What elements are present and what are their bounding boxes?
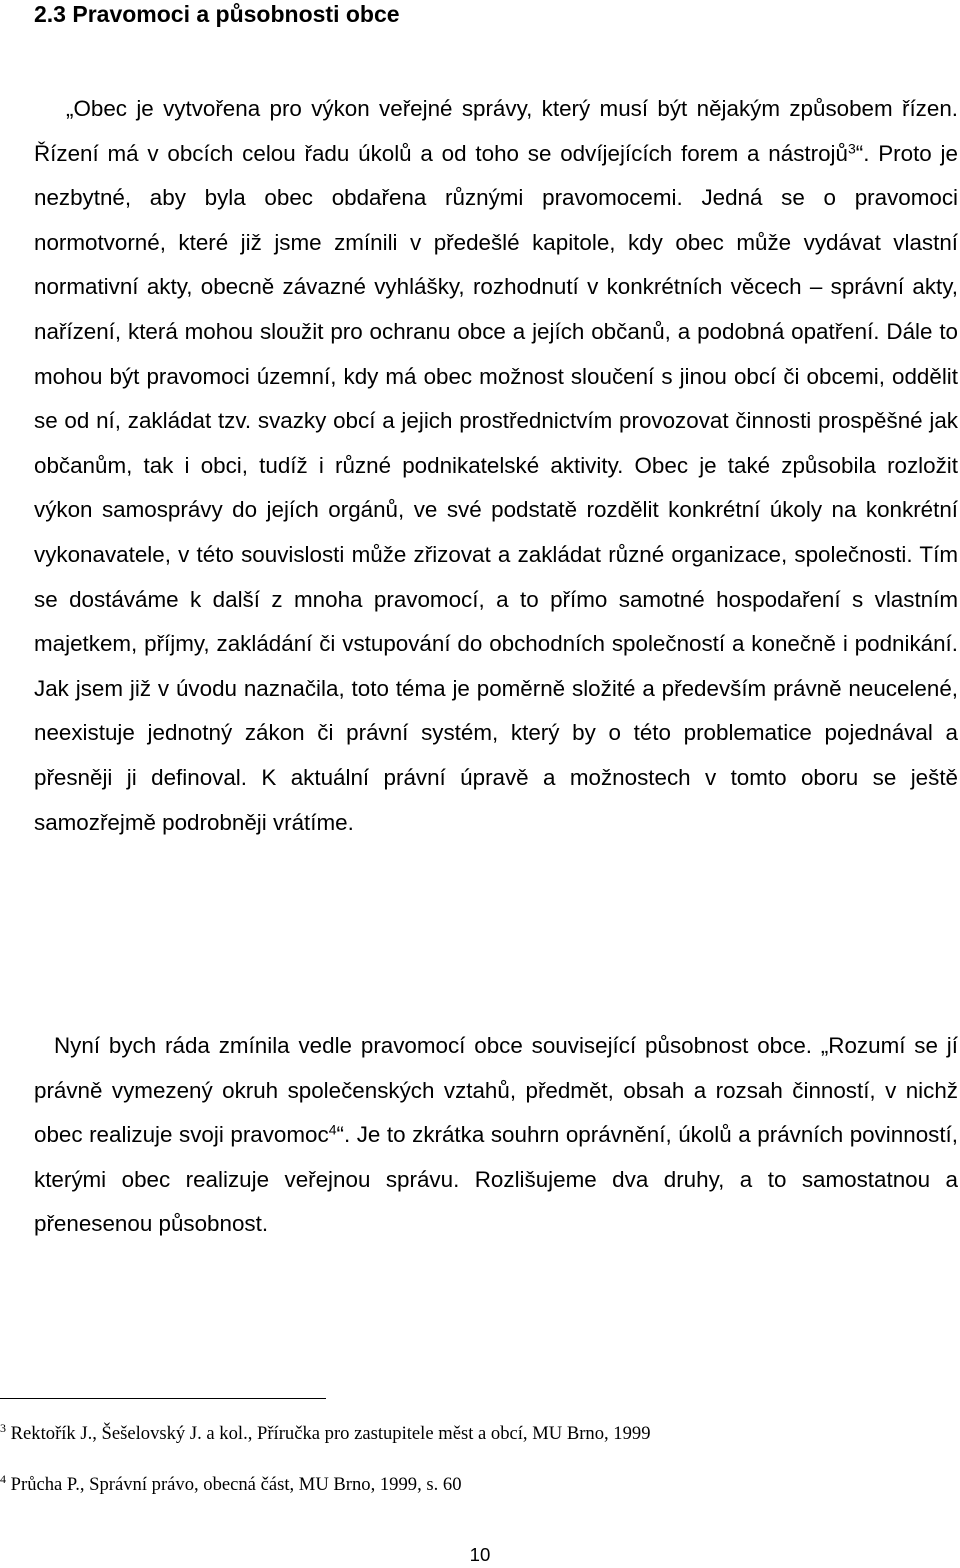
footnote-reference: 4: [328, 1121, 337, 1138]
footnote-text: Průcha P., Správní právo, obecná část, MU Brno, 1999, s. 60: [10, 1474, 462, 1495]
paragraph-competence: [34, 1024, 958, 1247]
footnote: [0, 1420, 651, 1445]
footnote-text: Rektořík J., Šešelovský J. a kol., Příručka pro zastupitele měst a obcí, MU Brno, 1999: [10, 1423, 651, 1444]
paragraph-text: „Obec je vytvořena pro výkon veřejné správy, který musí být nějakým způsobem řízen. Řízení má v obcích celou řadu úkolů a od toho se odvíjejících forem a nástrojů: [34, 96, 958, 166]
page-number: 10: [469, 1544, 491, 1565]
footnote-number: 3: [0, 1420, 6, 1435]
footnote-number: 4: [0, 1471, 6, 1486]
paragraph-text: “. Proto je nezbytné, aby byla obec obdařena různými pravomocemi. Jedná se o pravomoci normotvorné, které již jsme zmínili v předešlé kapitole, kdy obec může vydávat vlastní normativní akty, obecně závazné vyhlášky, rozhodnutí v konkrétních věcech – správní akty, nařízení, která mohou sloužit pro ochranu obce a jejích občanů, a podobná opatření. Dále to mohou být pravomoci územní, kdy má obec možnost sloučení s jinou obcí či obcemi, oddělit se od ní, zakládat tzv. svazky obcí a jejich prostřednictvím provozovat činnosti prospěšné jak občanům, tak i obci, tudíž i různé podnikatelské aktivity. Obec je také způsobila rozložit výkon samosprávy do jejích orgánů, ve své podstatě rozdělit konkrétní úkoly na konkrétní vykonavatele, v této souvislosti může zřizovat a zakládat různé organizace, společnosti. Tím se dostáváme k další z mnoha pravomocí, a to přímo samotné hospodaření s vlastním majetkem, příjmy, zakládání či vstupování do obchodních společností a konečně i podnikání. Jak jsem již v úvodu naznačila, toto téma je poměrně složité a především právně neucelené, neexistuje jednotný zákon či právní systém, který by o této problematice pojednával a přesněji ji definoval. K aktuální právní úpravě a možnostech v tomto oboru se ještě samozřejmě podrobněji vrátíme.: [34, 140, 958, 835]
footnote-separator: [0, 1398, 326, 1399]
paragraph-powers: [34, 87, 958, 845]
section-heading: 2.3 Pravomoci a působnosti obce: [34, 1, 400, 27]
paragraph-text: “. Je to zkrátka souhrn oprávnění, úkolů a právních povinností, kterými obec realizuje veřejnou správu. Rozlišujeme dva druhy, a to samostatnou a přenesenou působnost.: [34, 1122, 958, 1237]
footnote: [0, 1471, 462, 1496]
footnote-reference: 3: [847, 139, 856, 156]
paragraph-text: Nyní bych ráda zmínila vedle pravomocí obce související působnost obce. „Rozumí se jí právně vymezený okruh společenských vztahů, předmět, obsah a rozsah činností, v nichž obec realizuje svoji pravomoc: [34, 1033, 958, 1148]
